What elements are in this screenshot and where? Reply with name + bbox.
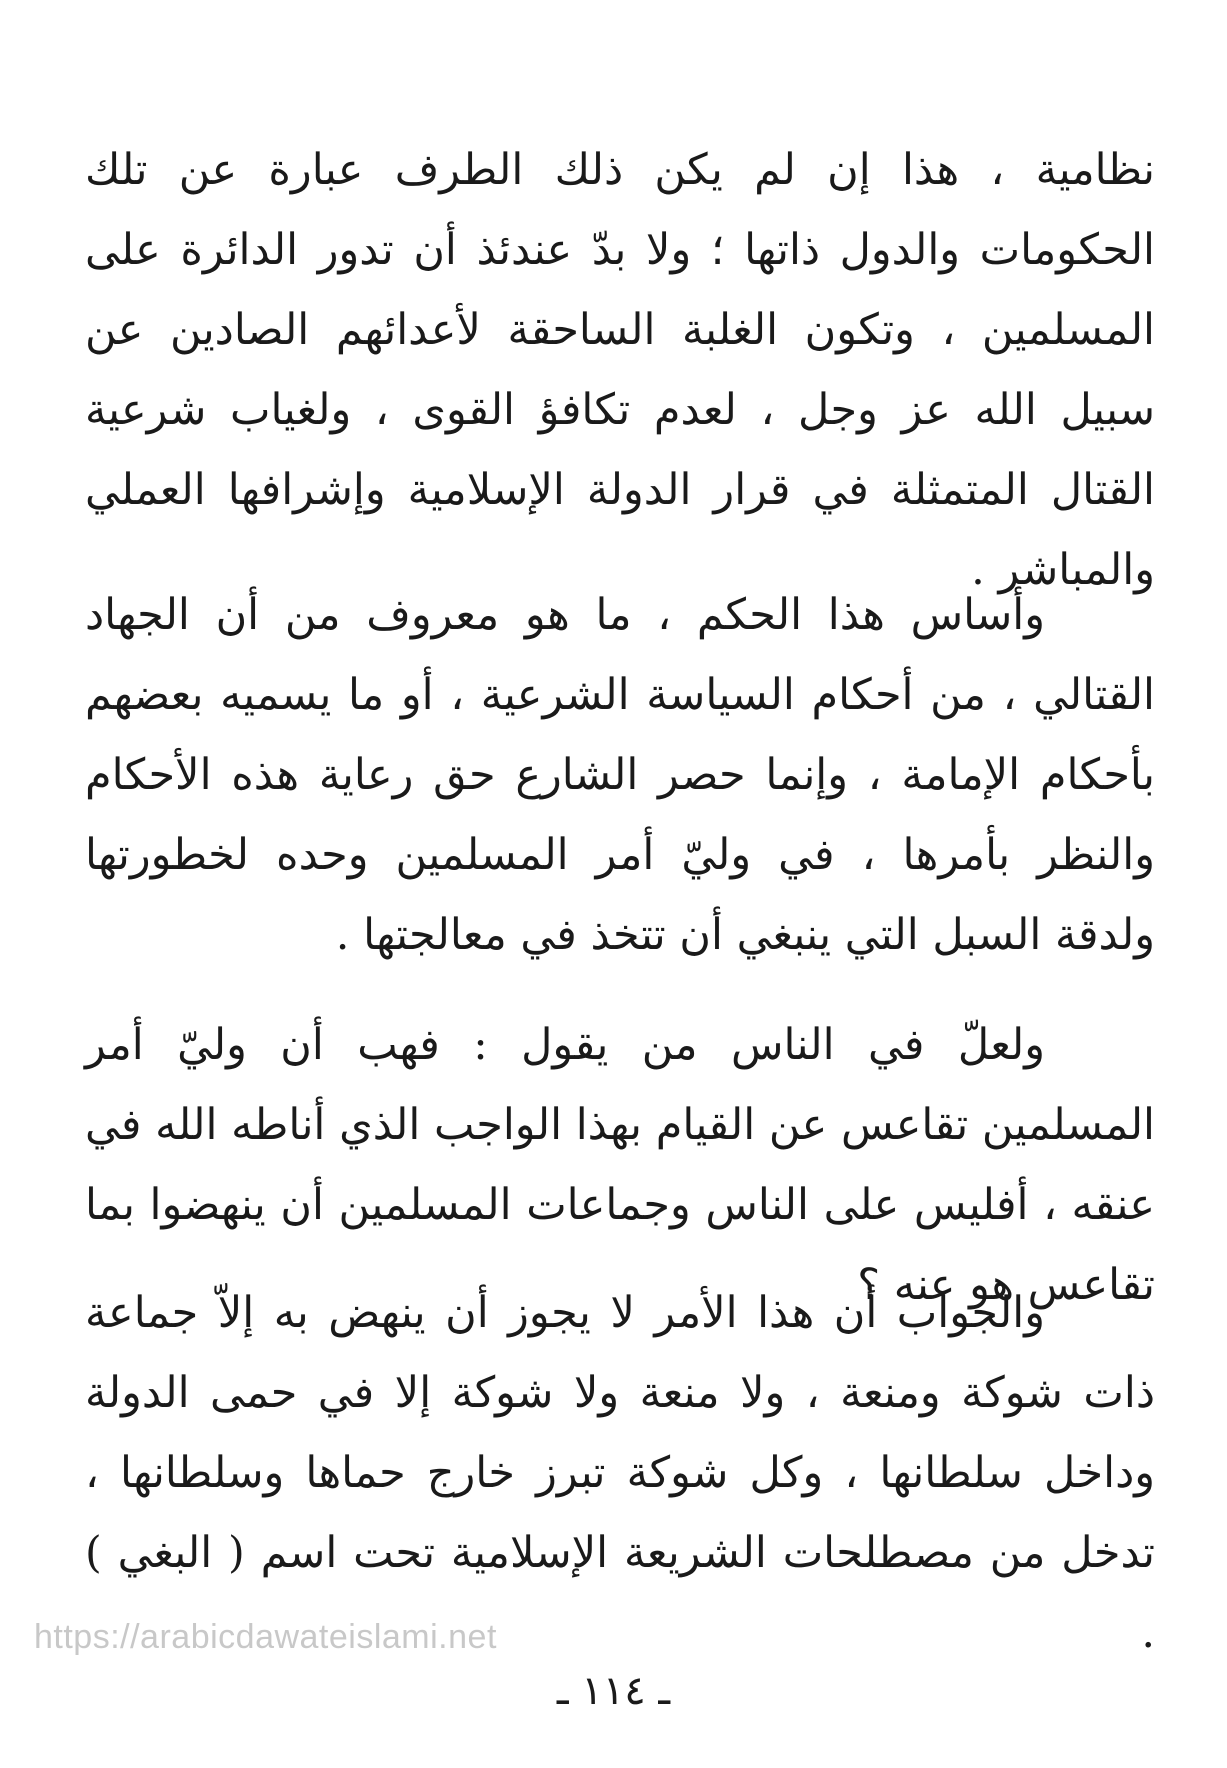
paragraph-3-text: ولعلّ في الناس من يقول : فهب أن وليّ أمر المسلمين تقاعس عن القيام بهذا الواجب الذي أناطه الله في عنقه ، أفليس على الناس وجماعات المسلمين أن ينهضوا بما تقاعس هو عنه ؟ bbox=[85, 1020, 1155, 1310]
paragraph-4-text: والجواب أن هذا الأمر لا يجوز أن ينهض به إلاّ جماعة ذات شوكة ومنعة ، ولا منعة ولا شوكة إلا في حمى الدولة وداخل سلطانها ، وكل شوكة تبرز خارج حماها وسلطانها ، تدخل من مصطلحات الشريعة الإسلامية تحت اسم ( البغي ) . bbox=[85, 1288, 1155, 1658]
watermark-url: https://arabicdawateislami.net bbox=[34, 1618, 497, 1656]
page-number: ـ ١١٤ ـ bbox=[556, 1668, 671, 1714]
paragraph-2 bbox=[85, 575, 1155, 975]
paragraph-1-text: نظامية ، هذا إن لم يكن ذلك الطرف عبارة عن تلك الحكومات والدول ذاتها ؛ ولا بدّ عندئذ أن تدور الدائرة على المسلمين ، وتكون الغلبة الساحقة لأعدائهم الصادين عن سبيل الله عز وجل ، لعدم تكافؤ القوى ، ولغياب شرعية القتال المتمثلة في قرار الدولة الإسلامية وإشرافها العملي والمباشر . bbox=[85, 145, 1155, 595]
paragraph-4 bbox=[85, 1273, 1155, 1673]
paragraph-continued bbox=[85, 130, 1155, 610]
paragraph-2-text: وأساس هذا الحكم ، ما هو معروف من أن الجهاد القتالي ، من أحكام السياسة الشرعية ، أو ما يسميه بعضهم بأحكام الإمامة ، وإنما حصر الشارع حق رعاية هذه الأحكام والنظر بأمرها ، في وليّ أمر المسلمين وحده لخطورتها ولدقة السبل التي ينبغي أن تتخذ في معالجتها . bbox=[85, 590, 1155, 960]
